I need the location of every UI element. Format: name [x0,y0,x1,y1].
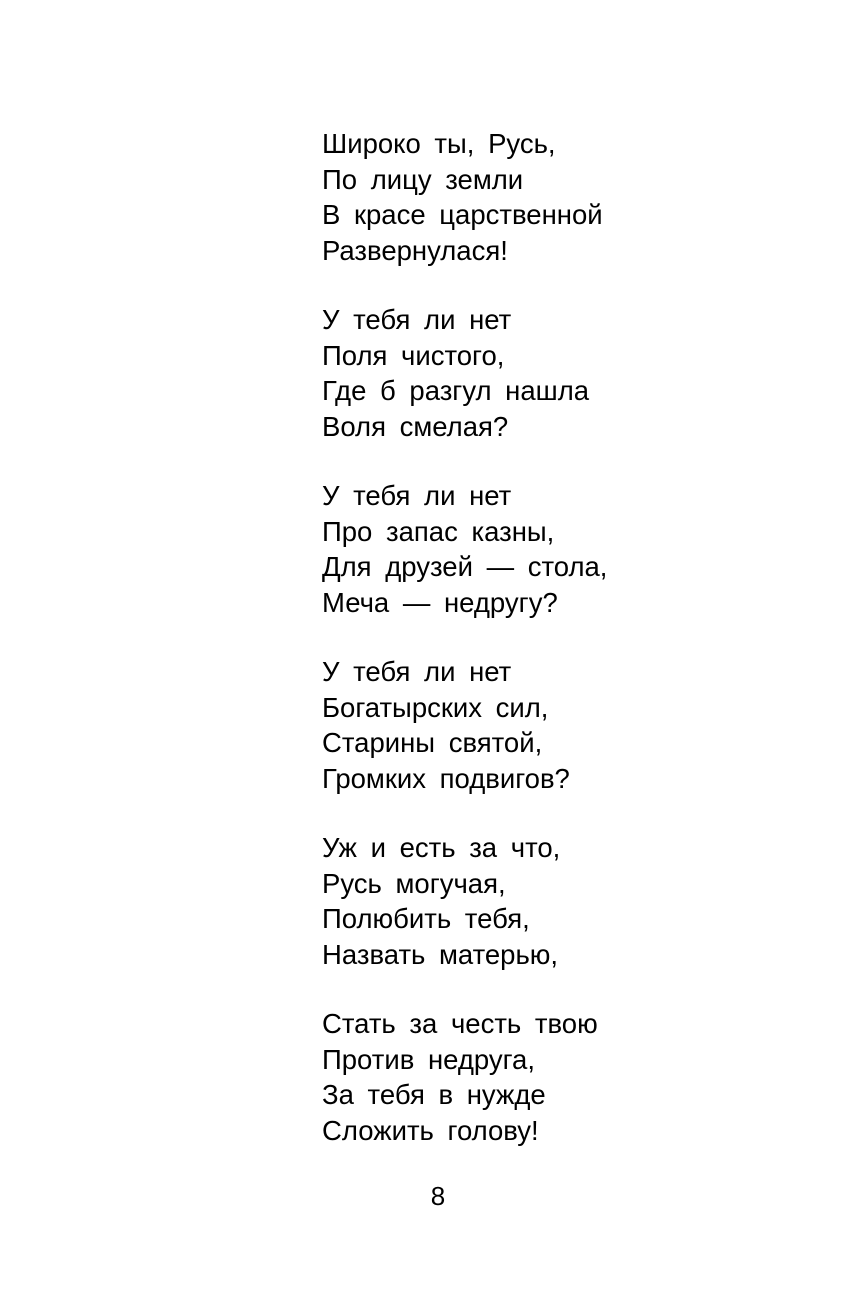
stanza-5 [322,830,802,972]
poem-line: Стать за честь твою [322,1008,598,1039]
poem-line: Русь могучая, [322,867,506,899]
poem-line: В красе царственной [322,199,603,230]
poem-line: Для друзей — стола, [322,551,608,582]
poem-line: По лицу земли [322,163,524,195]
poem-line: Старины святой, [322,727,543,758]
poem-line: Про запас казны, [322,515,555,547]
poem [322,126,802,1182]
poem-line: Воля смелая? [322,410,509,442]
poem-line: Богатырских сил, [322,691,549,723]
poem-line: У тебя ли нет [322,656,512,687]
poem-line: Громких подвигов? [322,762,570,794]
poem-line: Поля чистого, [322,339,505,371]
poem-line: Сложить голову! [322,1114,539,1146]
poem-line: У тебя ли нет [322,304,512,335]
poem-line: Против недруга, [322,1043,535,1075]
poem-line: Полюбить тебя, [322,903,530,934]
stanza-1 [322,126,802,268]
stanza-6 [322,1006,802,1148]
poem-line: За тебя в нужде [322,1079,546,1110]
stanza-2 [322,302,802,444]
stanza-3 [322,478,802,620]
stanza-4 [322,654,802,796]
poem-line: Где б разгул нашла [322,375,590,406]
poem-line: Назвать матерью, [322,938,559,970]
poem-line: Развернулася! [322,234,508,266]
poem-line: Меча — недругу? [322,586,558,618]
poem-line: У тебя ли нет [322,480,512,511]
poem-line: Уж и есть за что, [322,832,561,863]
poem-line: Широко ты, Русь, [322,128,556,159]
page-number: 8 [430,1181,446,1211]
